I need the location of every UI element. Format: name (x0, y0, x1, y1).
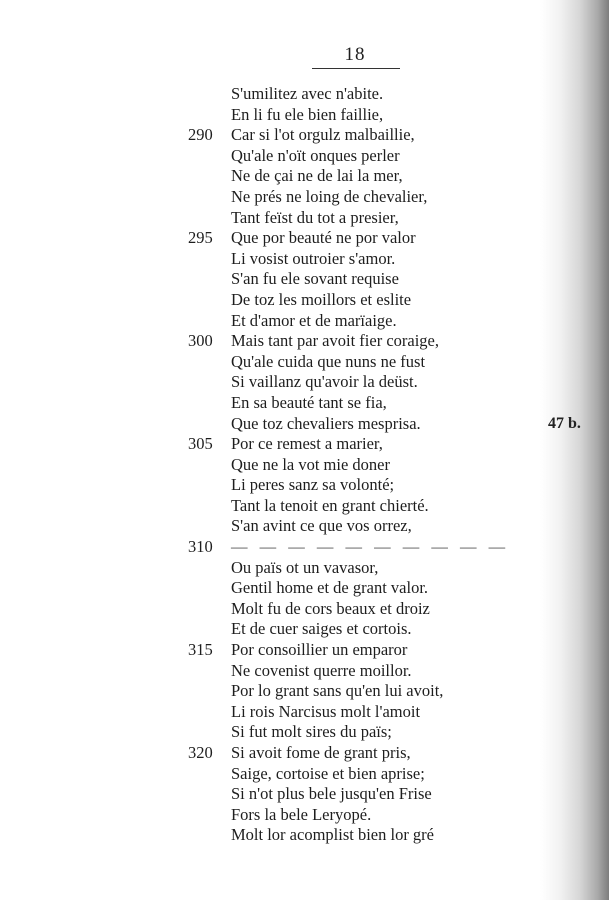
verse-text: Que por beauté ne por valor (231, 228, 416, 248)
verse-line (188, 640, 488, 661)
line-number: 300 (188, 331, 213, 351)
verse-text: Por lo grant sans qu'en lui avoit, (231, 681, 444, 701)
verse-line (188, 455, 488, 476)
verse-line (188, 290, 488, 311)
verse-line (188, 578, 488, 599)
verse-text: Saige, cortoise et bien aprise; (231, 763, 425, 783)
verse-line (188, 825, 488, 846)
verse-text: Molt lor acomplist bien lor gré (231, 825, 435, 845)
verse-line (188, 105, 488, 126)
verse-line (188, 599, 488, 620)
verse-line (188, 352, 488, 373)
verse-line (188, 393, 488, 414)
verse-text: Et d'amor et de marïaige. (231, 310, 397, 330)
verse-text: Si fut molt sires du païs; (231, 722, 392, 742)
verse-line (188, 619, 488, 640)
line-number: 315 (188, 640, 213, 660)
verse-line (188, 414, 488, 435)
margin-folio-note: 47 b. (548, 415, 581, 432)
verse-line (188, 537, 510, 558)
verse-text: S'an avint ce que vos orrez, (231, 516, 412, 536)
verse-text: Fors la bele Leryopé. (231, 804, 372, 824)
verse-line (188, 311, 488, 332)
verse-text: De toz les moillors et eslite (231, 289, 412, 309)
line-number: 295 (188, 228, 213, 248)
verse-text: Que ne la vot mie doner (231, 454, 390, 474)
verse-text: Li vosist outroier s'amor. (231, 248, 396, 268)
verse-text: Et de cuer saiges et cortois. (231, 619, 412, 639)
verse-text: Ou païs ot un vavasor, (231, 557, 379, 577)
verse-line (188, 125, 488, 146)
verse-text: Tant feïst du tot a presier, (231, 207, 399, 227)
verse-line (188, 743, 488, 764)
verse-text: Si n'ot plus bele jusqu'en Frise (231, 784, 432, 804)
verse-line (188, 84, 488, 105)
verse-line (188, 722, 488, 743)
verse-line (188, 496, 488, 517)
verse-text: Li peres sanz sa volonté; (231, 475, 395, 495)
verse-line (188, 784, 488, 805)
verse-text: Tant la tenoit en grant chierté. (231, 495, 429, 515)
verse-text: Molt fu de cors beaux et droiz (231, 598, 430, 618)
verse-line (188, 681, 488, 702)
verse-text: Car si l'ot orgulz malbaillie, (231, 125, 415, 145)
verse-line (188, 187, 488, 208)
verse-text: Gentil home et de grant valor. (231, 578, 429, 598)
verse-line (188, 249, 488, 270)
verse-line (188, 166, 488, 187)
verse-line (188, 269, 488, 290)
verse-line (188, 558, 488, 579)
line-number: 310 (188, 537, 213, 557)
verse-text: Mais tant par avoit fier coraige, (231, 331, 439, 351)
verse-text: S'an fu ele sovant requise (231, 269, 399, 289)
verse-text: Qu'ale n'oït onques perler (231, 145, 400, 165)
verse-line (188, 434, 488, 455)
poem-text (188, 84, 510, 846)
page-number: 18 (344, 44, 366, 65)
verse-text: Qu'ale cuida que nuns ne fust (231, 351, 426, 371)
verse-line (188, 228, 488, 249)
verse-text: Por consoillier un emparor (231, 640, 408, 660)
verse-text: Ne prés ne loing de chevalier, (231, 186, 428, 206)
verse-line (188, 516, 488, 537)
verse-line (188, 661, 488, 682)
verse-line (188, 331, 488, 352)
verse-text: En li fu ele bien faillie, (231, 104, 384, 124)
verse-line (188, 702, 488, 723)
line-number: 320 (188, 743, 213, 762)
verse-text: En sa beauté tant se fia, (231, 392, 387, 412)
verse-text: Por ce remest a marier, (231, 434, 383, 454)
verse-line (188, 372, 488, 393)
verse-text: — — — — — — — — — — (231, 537, 510, 557)
line-number: 290 (188, 125, 213, 145)
verse-text: Si vaillanz qu'avoir la deüst. (231, 372, 418, 392)
verse-line (188, 208, 488, 229)
line-number: 305 (188, 434, 213, 454)
verse-line (188, 475, 488, 496)
verse-line (188, 764, 488, 785)
verse-line (188, 146, 488, 167)
verse-line (188, 805, 488, 826)
verse-text: S'umilitez avec n'abite. (231, 84, 384, 103)
verse-text: Ne covenist querre moillor. (231, 660, 412, 680)
verse-text: Que toz chevaliers mesprisa. (231, 413, 421, 433)
verse-text: Ne de çai ne de lai la mer, (231, 166, 403, 186)
header-rule (312, 68, 400, 69)
verse-text: Si avoit fome de grant pris, (231, 743, 411, 762)
verse-text: Li rois Narcisus molt l'amoit (231, 701, 421, 721)
